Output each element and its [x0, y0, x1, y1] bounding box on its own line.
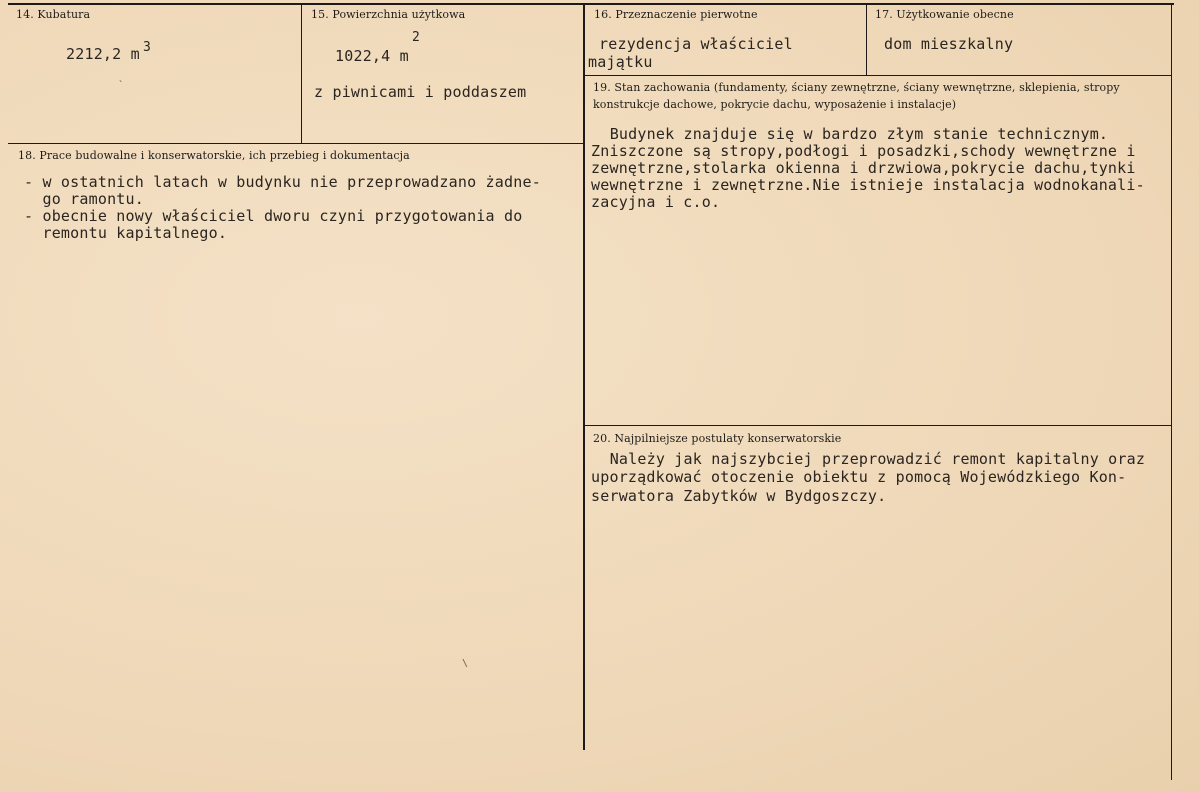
field-18-line-1: - w ostatnich latach w budynku nie przeprowadzano żadne-	[24, 173, 541, 191]
field-20-line-2: uporządkować otoczenie obiektu z pomocą Wojewódzkiego Kon-	[591, 468, 1127, 486]
field-15-value: 1022,4 m	[335, 47, 409, 65]
field-15-label: 15. Powierzchnia użytkowa	[311, 8, 466, 21]
field-18-line-3: - obecnie nowy właściciel dworu czyni przygotowania do	[24, 207, 523, 225]
field-20-label: 20. Najpilniejsze postulaty konserwatorskie	[593, 432, 842, 445]
field-18-label: 18. Prace budowalne i konserwatorskie, ich przebieg i dokumentacja	[18, 149, 410, 162]
field-19-line-3: zewnętrzne,stolarka okienna i drzwiowa,pokrycie dachu,tynki	[591, 159, 1136, 177]
field-16-line-2: majątku	[588, 53, 653, 71]
divider-h-right-top	[584, 75, 1172, 76]
field-16-label: 16. Przeznaczenie pierwotne	[594, 8, 758, 21]
field-19-line-4: wewnętrzne i zewnętrzne.Nie istnieje instalacja wodnokanali-	[591, 176, 1145, 194]
paper-speck: `	[118, 80, 125, 91]
field-20-line-1: Należy jak najszybciej przeprowadzić remont kapitalny oraz	[582, 450, 1146, 468]
field-20-line-3: serwatora Zabytków w Bydgoszczy.	[591, 487, 887, 505]
field-19-line-5: zacyjna i c.o.	[591, 193, 721, 211]
field-15-note: z piwnicami i poddaszem	[314, 83, 527, 101]
field-14-label: 14. Kubatura	[16, 8, 91, 21]
divider-right-edge	[1171, 4, 1172, 780]
divider-left-1	[301, 4, 302, 144]
field-18-line-4: remontu kapitalnego.	[24, 224, 228, 242]
field-18-line-2: go ramontu.	[24, 190, 144, 208]
divider-right-1	[866, 4, 867, 75]
top-border	[8, 3, 1174, 5]
divider-h-left	[8, 143, 584, 144]
divider-main-vertical	[583, 4, 585, 750]
field-19-line-2: Zniszczone są stropy,podłogi i posadzki,schody wewnętrzne i	[591, 142, 1136, 160]
paper-speck: \	[462, 658, 469, 669]
field-14-value: 2212,2 m	[66, 45, 140, 63]
field-17-value: dom mieszkalny	[884, 35, 1014, 53]
field-19-line-1: Budynek znajduje się w bardzo złym stanie technicznym.	[582, 125, 1109, 143]
field-19-label: 19. Stan zachowania (fundamenty, ściany zewnętrzne, ściany wewnętrzne, sklepienia, stropy konstrukcje dachowe, pokrycie dachu, wyposażenie i instalacje)	[593, 81, 1120, 111]
field-17-label: 17. Użytkowanie obecne	[875, 8, 1014, 21]
field-16-line-1: rezydencja właściciel	[599, 35, 793, 53]
field-14-superscript: 3	[143, 40, 151, 55]
field-15-superscript: 2	[412, 30, 420, 45]
divider-h-right-mid	[584, 425, 1172, 426]
